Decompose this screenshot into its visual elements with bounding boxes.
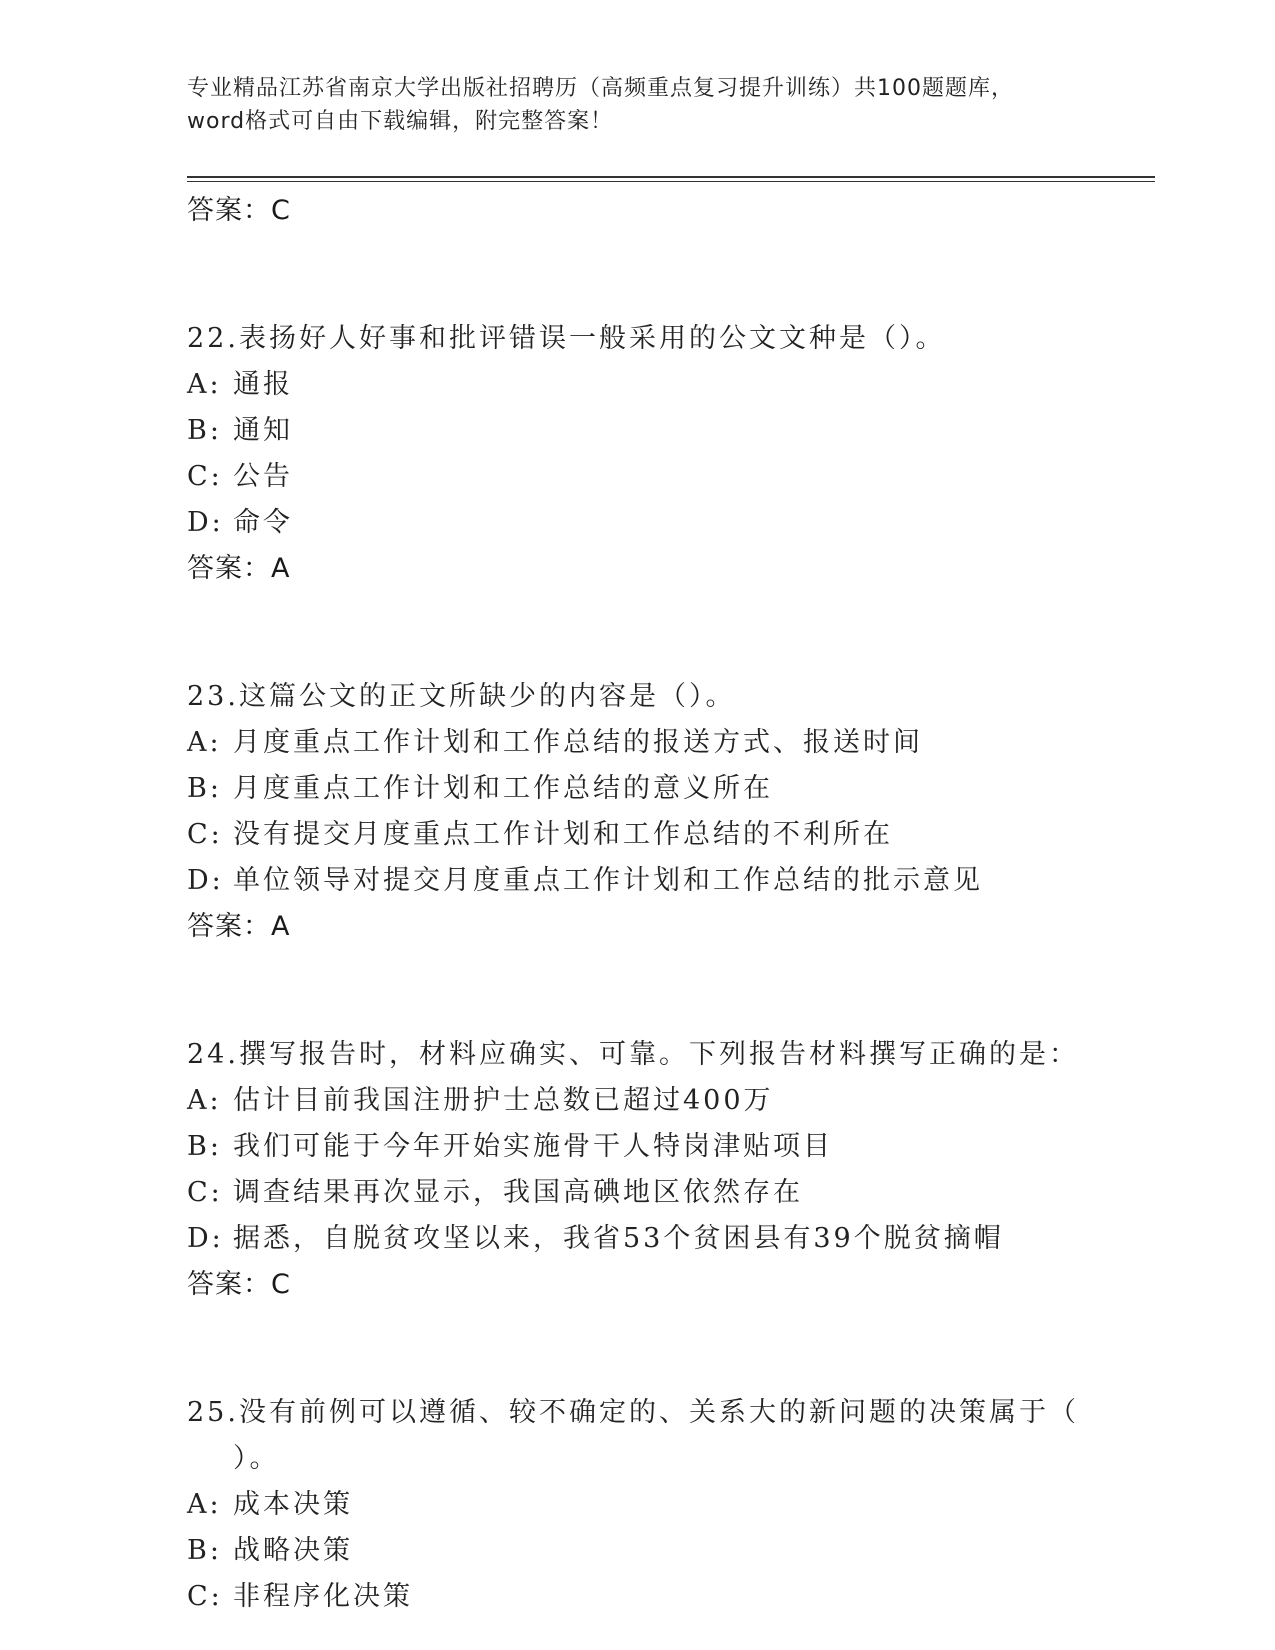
question-stem: 25.没有前例可以遵循、较不确定的、关系大的新问题的决策属于（ ）。 xyxy=(187,1397,1079,1474)
option-key: B: xyxy=(187,1131,222,1162)
option-key: C: xyxy=(187,1581,223,1612)
option-key: B: xyxy=(187,773,222,804)
option-item xyxy=(187,858,1087,904)
option-text: 调查结果再次显示，我国高碘地区依然存在 xyxy=(233,1177,803,1208)
question-stem: 24.撰写报告时，材料应确实、可靠。下列报告材料撰写正确的是： xyxy=(187,1039,1079,1070)
option-text: 估计目前我国注册护士总数已超过400万 xyxy=(233,1085,774,1116)
option-item xyxy=(187,454,1087,500)
option-key: A: xyxy=(187,727,222,758)
header-rule-thin xyxy=(187,181,1155,182)
option-text: 通知 xyxy=(233,415,293,446)
option-text: 据悉，自脱贫攻坚以来，我省53个贫困县有39个脱贫摘帽 xyxy=(233,1223,1004,1254)
option-key: A: xyxy=(187,1489,222,1520)
spacer xyxy=(187,592,1087,674)
option-item xyxy=(187,362,1087,408)
previous-answer: 答案：C xyxy=(187,195,291,226)
option-item xyxy=(187,1170,1087,1216)
option-text: 非程序化决策 xyxy=(233,1581,413,1612)
option-item xyxy=(187,1574,1087,1620)
option-key: B: xyxy=(187,415,222,446)
option-key: A: xyxy=(187,369,222,400)
spacer xyxy=(187,234,1087,316)
question-answer: 答案：C xyxy=(187,1269,291,1300)
question-block xyxy=(187,1032,1087,1308)
header-rule-thick xyxy=(187,176,1155,178)
option-key: C: xyxy=(187,819,223,850)
question-block xyxy=(187,1390,1087,1620)
question-stem: 23.这篇公文的正文所缺少的内容是（）。 xyxy=(187,681,736,712)
question-list xyxy=(187,188,1087,1620)
question-block xyxy=(187,674,1087,950)
option-item xyxy=(187,408,1087,454)
option-key: C: xyxy=(187,1177,223,1208)
option-item xyxy=(187,500,1087,546)
option-text: 单位领导对提交月度重点工作计划和工作总结的批示意见 xyxy=(233,865,983,896)
option-key: C: xyxy=(187,461,223,492)
option-item xyxy=(187,1482,1087,1528)
option-key: A: xyxy=(187,1085,222,1116)
question-answer: 答案：A xyxy=(187,553,291,584)
option-item xyxy=(187,1216,1087,1262)
option-text: 战略决策 xyxy=(233,1535,353,1566)
option-item xyxy=(187,766,1087,812)
option-text: 月度重点工作计划和工作总结的报送方式、报送时间 xyxy=(233,727,923,758)
option-key: B: xyxy=(187,1535,222,1566)
question-stem: 22.表扬好人好事和批评错误一般采用的公文文种是（）。 xyxy=(187,323,946,354)
option-item xyxy=(187,812,1087,858)
option-text: 月度重点工作计划和工作总结的意义所在 xyxy=(233,773,773,804)
spacer xyxy=(187,1308,1087,1390)
question-block xyxy=(187,316,1087,592)
option-item xyxy=(187,1078,1087,1124)
option-text: 通报 xyxy=(233,369,293,400)
option-item xyxy=(187,1124,1087,1170)
option-key: D: xyxy=(187,865,224,896)
question-answer: 答案：A xyxy=(187,911,291,942)
option-text: 成本决策 xyxy=(233,1489,353,1520)
option-text: 没有提交月度重点工作计划和工作总结的不利所在 xyxy=(233,819,893,850)
option-text: 公告 xyxy=(233,461,293,492)
option-item xyxy=(187,720,1087,766)
option-item xyxy=(187,1528,1087,1574)
option-text: 命令 xyxy=(233,507,293,538)
spacer xyxy=(187,950,1087,1032)
option-key: D: xyxy=(187,1223,224,1254)
option-key: D: xyxy=(187,507,224,538)
option-text: 我们可能于今年开始实施骨干人特岗津贴项目 xyxy=(233,1131,833,1162)
document-header: 专业精品江苏省南京大学出版社招聘历（高频重点复习提升训练）共100题题库，word格式可自由下载编辑，附完整答案！ xyxy=(187,76,1014,134)
